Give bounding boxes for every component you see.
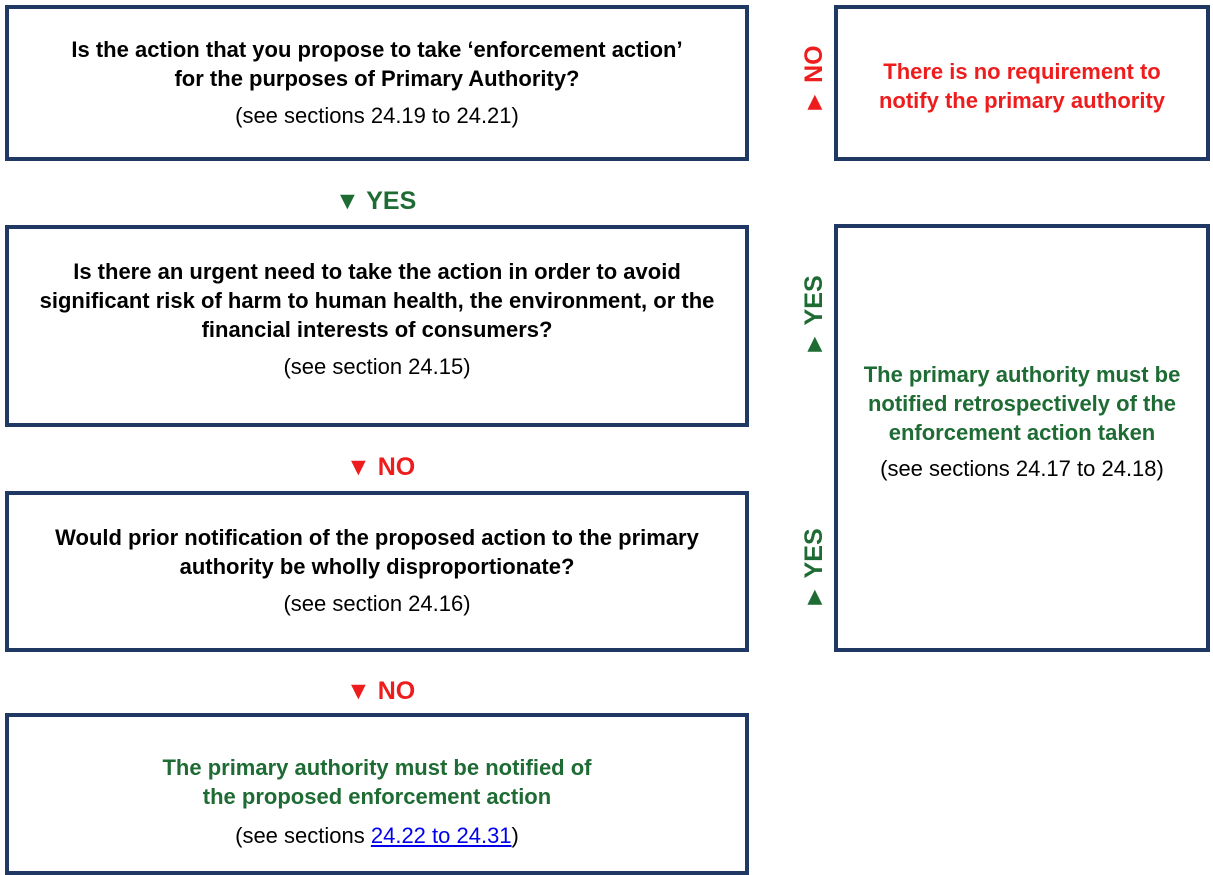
section-reference: (see section 24.16)	[283, 591, 471, 616]
section-reference: (see section 24.15)	[283, 354, 471, 379]
section-reference	[9, 822, 745, 850]
outcome-box-must-notify	[5, 713, 749, 875]
outcome-text: The primary authority must be notified retrospectively of the enforcement action taken	[863, 362, 1181, 445]
question-text: Would prior notification of the proposed action to the primary authority be wholly disproportionate?	[55, 525, 699, 579]
yes-connector-label: ► YES	[800, 275, 828, 357]
no-connector-label: ▼ NO	[346, 677, 416, 705]
question-text: Is there an urgent need to take the action in order to avoid significant risk of harm to human health, the environment, or the financial interests of consumers?	[39, 259, 715, 342]
reference-prefix: (see sections	[235, 823, 371, 848]
question-box-prior-notification	[5, 491, 749, 652]
question-box-urgent-need	[5, 225, 749, 427]
sections-link[interactable]: 24.22 to 24.31	[370, 823, 512, 848]
outcome-box-retrospective-notification	[834, 224, 1210, 652]
yes-connector-label: ▼ YES	[335, 187, 417, 215]
question-text: Is the action that you propose to take ‘enforcement action’ for the purposes of Primary Authority?	[71, 37, 683, 91]
outcome-text: The primary authority must be notified of the proposed enforcement action	[162, 755, 592, 809]
no-connector-label: ► NO	[800, 45, 828, 115]
section-reference: (see sections 24.19 to 24.21)	[235, 103, 519, 128]
section-reference: (see sections 24.17 to 24.18)	[880, 456, 1164, 481]
yes-connector-label: ► YES	[800, 528, 828, 610]
question-box-enforcement-action	[5, 5, 749, 161]
no-connector-label: ▼ NO	[346, 453, 416, 481]
outcome-text: There is no requirement to notify the primary authority	[878, 59, 1166, 113]
outcome-box-no-requirement	[834, 5, 1210, 161]
reference-suffix: )	[511, 823, 519, 848]
